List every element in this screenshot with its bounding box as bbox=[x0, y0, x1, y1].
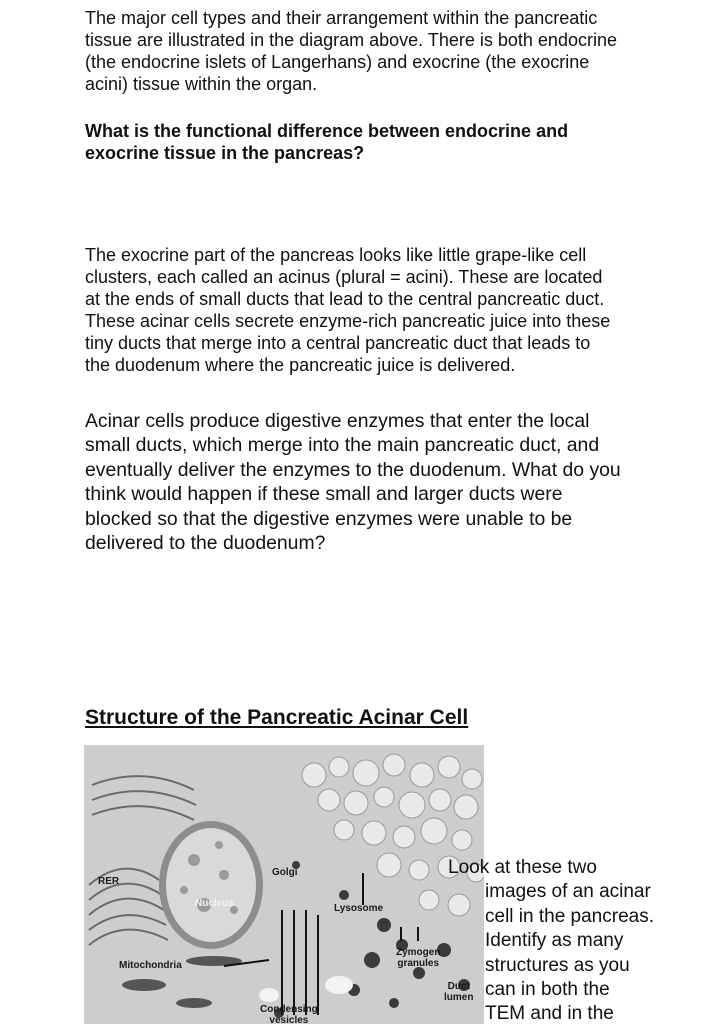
question-endocrine-exocrine: What is the functional difference between endocrine and exocrine tissue in the pancreas? bbox=[85, 121, 569, 163]
nucleus-interior bbox=[166, 828, 256, 942]
micrograph-image bbox=[84, 745, 484, 1024]
label-nucleus: Nucleus bbox=[195, 898, 234, 909]
instruction-continuation: images of an acinar cell in the pancreas. Identify as many structures as you can in both the TEM and in the bbox=[485, 881, 654, 1025]
label-lysosome: Lysosome bbox=[334, 903, 384, 914]
tem-micrograph bbox=[84, 745, 484, 1024]
label-zymogen-granules: Zymogen granules bbox=[396, 947, 441, 969]
label-mitochondria: Mitochondria bbox=[119, 960, 182, 971]
instruction-text bbox=[448, 856, 688, 1027]
label-duct-lumen: Duct lumen bbox=[444, 981, 474, 1003]
exocrine-paragraph: The exocrine part of the pancreas looks like little grape-like cell clusters, each called an acinus (plural = acini). These are located at the ends of small ducts that lead to the central pancreatic duct. These acinar cells secrete enzyme-rich pancreatic juice into these tiny ducts that merge into a central pancreatic duct that leads to the duodenum where the pancreatic juice is delivered. bbox=[85, 245, 611, 375]
intro-paragraph: The major cell types and their arrangement within the pancreatic tissue are illustrated in the diagram above. There is both endocrine (the endocrine islets of Langerhans) and exocrine (the exocrine acini) tissue within the organ. bbox=[85, 8, 617, 94]
section-heading: Structure of the Pancreatic Acinar Cell bbox=[85, 706, 469, 729]
label-rer: RER bbox=[98, 876, 120, 887]
instruction-first-line: Look at these two bbox=[448, 857, 597, 878]
label-golgi: Golgi bbox=[272, 867, 298, 878]
acinar-question-paragraph: Acinar cells produce digestive enzymes that enter the local small ducts, which merge into the main pancreatic duct, and eventually deliver the enzymes to the duodenum. What do you think would happen if these small and larger ducts were blocked so that the digestive enzymes were unable to be delivered to the duodenum? bbox=[85, 410, 621, 555]
label-condensing-vesicles: Condensing vesicles bbox=[260, 1004, 318, 1024]
